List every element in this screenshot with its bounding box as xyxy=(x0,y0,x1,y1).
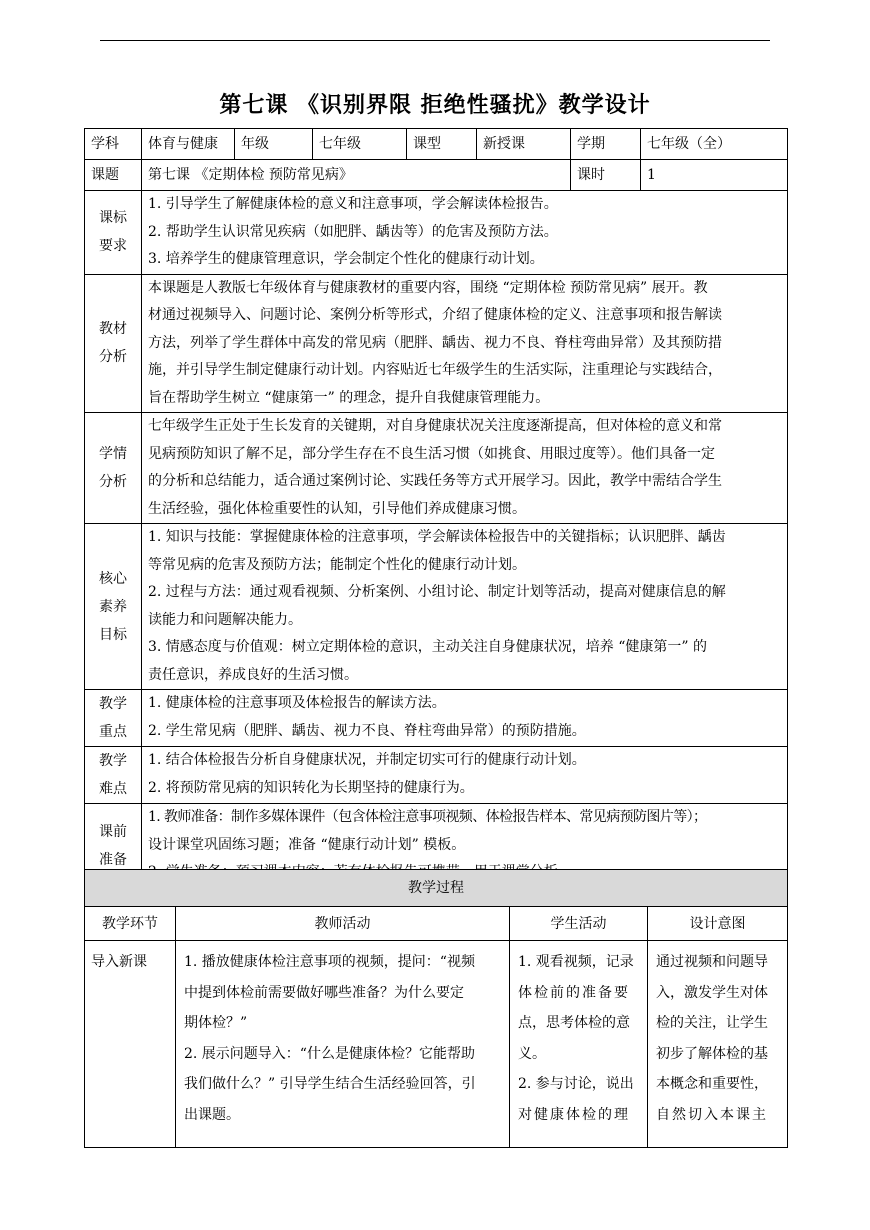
header-row xyxy=(85,129,788,160)
hours-value: 1 xyxy=(641,160,788,191)
process-heading: 教学过程 xyxy=(85,870,788,907)
section-content: 1. 结合体检报告分析自身健康状况，并制定切实可行的健康行动计划。 2. 将预防常见病的知识转化为长期坚持的健康行为。 xyxy=(142,747,788,804)
process-row xyxy=(85,941,788,1148)
term-value: 七年级（全） xyxy=(641,129,788,160)
section-row xyxy=(85,524,788,690)
section-label: 课前 准备 xyxy=(85,804,142,888)
column-header: 教师活动 xyxy=(176,907,510,941)
section-label: 教材 分析 xyxy=(85,274,142,413)
topic-row xyxy=(85,160,788,191)
page-title: 第七课 《识别界限 拒绝性骚扰》教学设计 xyxy=(219,92,651,118)
hours-label: 课时 xyxy=(571,160,641,191)
section-label: 教学 难点 xyxy=(85,747,142,804)
type-label: 课型 xyxy=(407,129,477,160)
grade-label: 年级 xyxy=(235,129,313,160)
section-content: 1. 知识与技能：掌握健康体检的注意事项，学会解读体检报告中的关键指标；认识肥胖、龋齿 等常见病的危害及预防方法；能制定个性化的健康行动计划。 2. 过程与方法：通过观看视频、分析案例、小组讨论、制定计划等活动，提高对健康信息的解 读能力和问题解决能力。 3. 情感态度与价值观：树立定期体检的意识，主动关注自身健康状况，培养 “健康第一” 的 责任意识，养成良好的生活习惯。 xyxy=(142,524,788,690)
topic-label: 课题 xyxy=(85,160,142,191)
stage-cell: 导入新课 xyxy=(85,941,176,1148)
section-content: 七年级学生正处于生长发育的关键期，对自身健康状况关注度逐渐提高，但对体检的意义和常 见病预防知识了解不足，部分学生存在不良生活习惯（如挑食、用眼过度等）。他们具备一定 的分析和总结能力，适合通过案例讨论、实践任务等方式开展学习。因此，教学中需结合学生 生活经验，强化体检重要性的认知，引导他们养成健康习惯。 xyxy=(142,413,788,524)
subject-value: 体育与健康 xyxy=(142,129,235,160)
section-row xyxy=(85,274,788,413)
grade-value: 七年级 xyxy=(313,129,407,160)
topic-value: 第七课 《定期体检 预防常见病》 xyxy=(142,160,571,191)
section-content: 1. 引导学生了解健康体检的意义和注意事项，学会解读体检报告。 2. 帮助学生认识常见疾病（如肥胖、龋齿等）的危害及预防方法。 3. 培养学生的健康管理意识，学会制定个性化的健康行动计划。 xyxy=(142,191,788,275)
header-rule xyxy=(100,40,770,41)
section-row xyxy=(85,191,788,275)
student-activity-cell: 1. 观看视频，记录 体检前的准备要 点，思考体检的意 义。 2. 参与讨论，说出 对健康体检的理 xyxy=(510,941,648,1148)
section-row xyxy=(85,413,788,524)
column-header: 教学环节 xyxy=(85,907,176,941)
section-label: 教学 重点 xyxy=(85,690,142,747)
section-label: 学情 分析 xyxy=(85,413,142,524)
section-label: 课标 要求 xyxy=(85,191,142,275)
term-label: 学期 xyxy=(571,129,641,160)
process-header-row xyxy=(85,907,788,941)
section-row xyxy=(85,690,788,747)
teacher-activity-cell: 1. 播放健康体检注意事项的视频，提问：“视频 中提到体检前需要做好哪些准备？为什么要定 期体检？” 2. 展示问题导入：“什么是健康体检？它能帮助 我们做什么？” 引导学生结合生活经验回答，引 出课题。 xyxy=(176,941,510,1148)
type-value: 新授课 xyxy=(477,129,571,160)
section-row xyxy=(85,747,788,804)
section-label: 核心 素养 目标 xyxy=(85,524,142,690)
section-content: 本课题是人教版七年级体育与健康教材的重要内容，围绕 “定期体检 预防常见病” 展开。教 材通过视频导入、问题讨论、案例分析等形式，介绍了健康体检的定义、注意事项和报告解读 方法，列举了学生群体中高发的常见病（肥胖、龋齿、视力不良、脊柱弯曲异常）及其预防措 施，并引导学生制定健康行动计划。内容贴近七年级学生的生活实际，注重理论与实践结合， 旨在帮助学生树立 “健康第一” 的理念，提升自我健康管理能力。 xyxy=(142,274,788,413)
lesson-info-table xyxy=(84,128,788,888)
column-header: 设计意图 xyxy=(648,907,788,941)
section-content: 1. 教师准备：制作多媒体课件（包含体检注意事项视频、体检报告样本、常见病预防图片等）； 设计课堂巩固练习题；准备 “健康行动计划” 模板。 xyxy=(142,804,788,888)
design-intent-cell: 通过视频和问题导 入，激发学生对体 检的关注，让学生 初步了解体检的基 本概念和重要性， 自然切入本课主 xyxy=(648,941,788,1148)
column-header: 学生活动 xyxy=(510,907,648,941)
section-content: 1. 健康体检的注意事项及体检报告的解读方法。 2. 学生常见病（肥胖、龋齿、视力不良、脊柱弯曲异常）的预防措施。 xyxy=(142,690,788,747)
subject-label: 学科 xyxy=(85,129,142,160)
teaching-process-table xyxy=(84,869,788,1148)
